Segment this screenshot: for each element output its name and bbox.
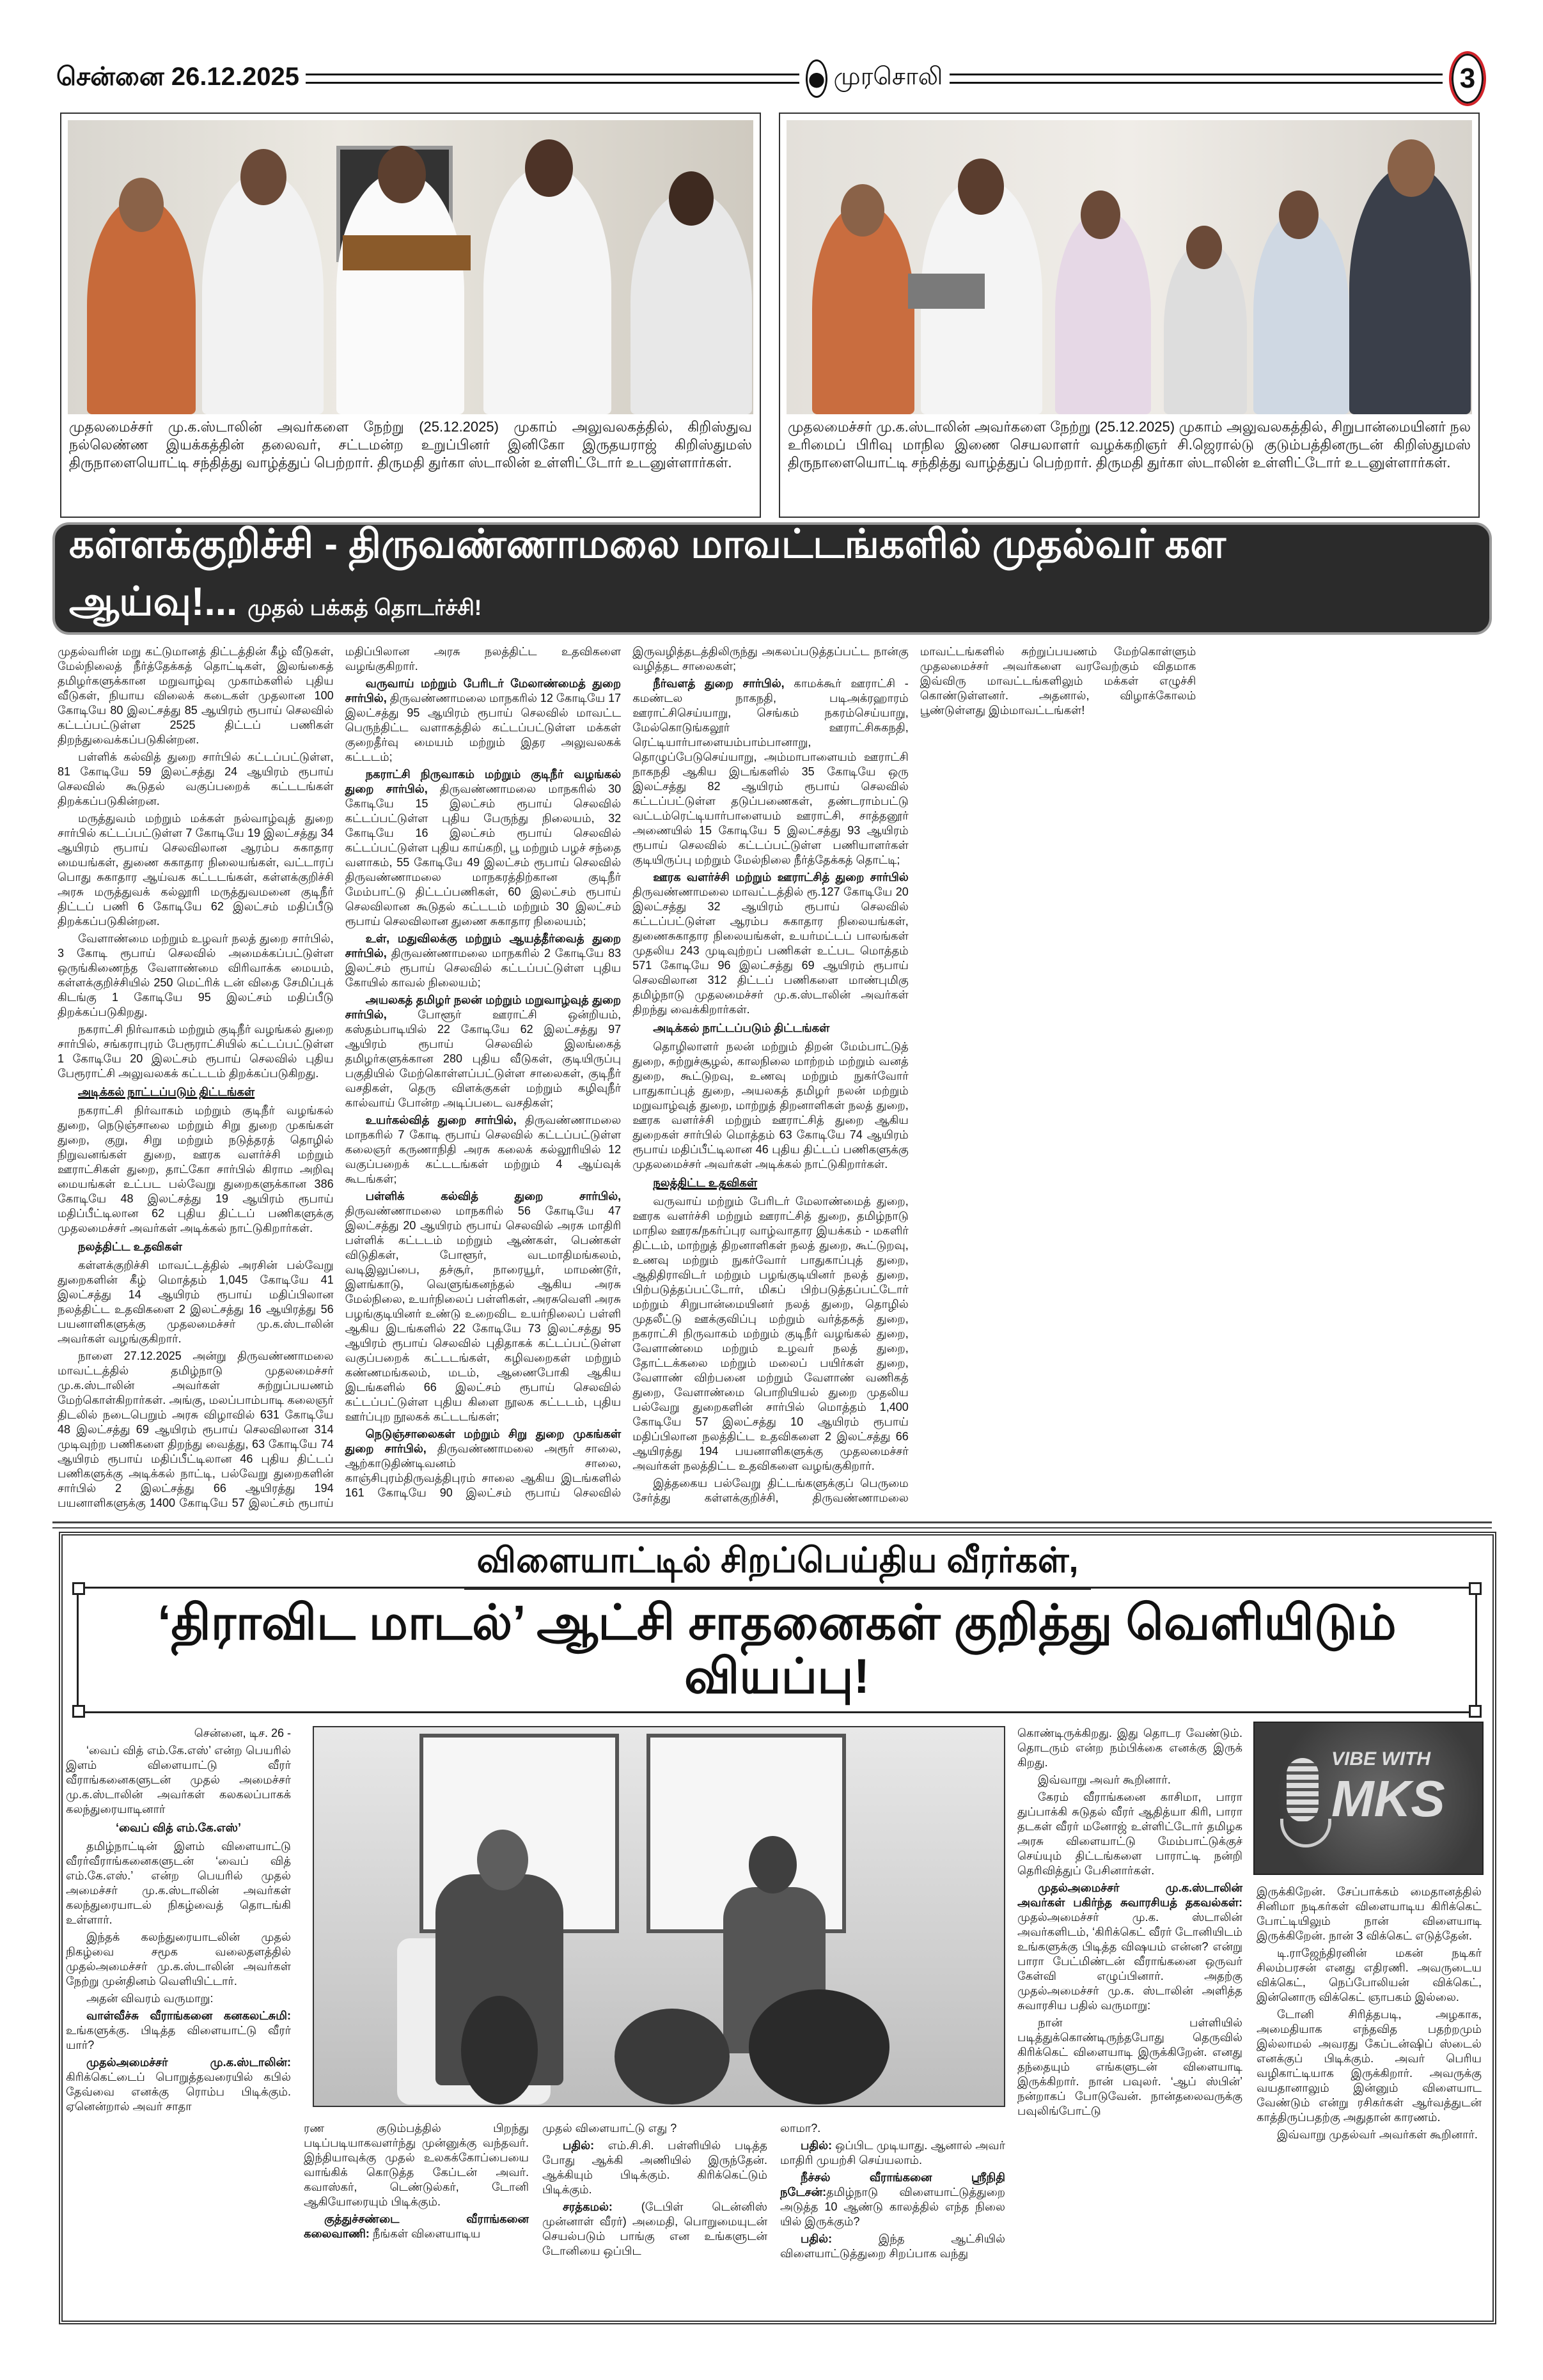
paragraph xyxy=(304,2121,529,2209)
page-dateline: சென்னை 26.12.2025 xyxy=(56,63,300,91)
paragraph xyxy=(542,2200,767,2259)
subheading: நலத்திட்ட உதவிகள் xyxy=(78,1240,182,1253)
photo-caption-2: முதலமைச்சர் மு.க.ஸ்டாலின் அவர்களை நேற்று (25.12.2025) முகாம் அலுவலகத்தில், சிறுபான்மையினர் நல உரிமைப் பிரிவு மாநில இணை செயலாளர் வழக்கறிஞர் சி.ஜெரால்டு குடும்பத்தினருடன் கிறிஸ்துமஸ் திருநாளையொட்டி சந்தித்து வாழ்த்துப் பெற்றார். திருமதி துர்கா ஸ்டாலின் உள்ளிட்டோர் உடனுள்ளார்கள். xyxy=(788,419,1471,471)
paragraph xyxy=(632,870,909,1017)
dateline: சென்னை, டிச. 26 - xyxy=(194,1727,291,1739)
paragraph xyxy=(58,1022,334,1081)
vibe-logo-text xyxy=(1331,1748,1445,1828)
page-number-badge: 3 xyxy=(1449,51,1486,106)
paragraph-text: போளூர் ஊராட்சி ஒன்றியம், கஸ்தம்பாடியில் 22 கோடியே 62 இலட்சத்து 97 ஆயிரம் ரூபாய் செலவில் இலங்கைத் தமிழர்களுக்கான 280 புதிய வீடுகள், குடியிருப்பு பகுதியில் மேற்கொள்ளப்பட்டுள்ள சாலைகள், குடிநீர் வசதிகள், தெரு விளக்குகள் மற்றும் கழிவுநீர் கால்வாய் போன்ற அடிப்படை வசதிகள்; xyxy=(345,1008,622,1109)
paragraph xyxy=(66,1839,291,1927)
photo-caption-1: முதலமைச்சர் மு.க.ஸ்டாலின் அவர்களை நேற்று (25.12.2025) முகாம் அலுவலகத்தில், கிறிஸ்துவ நல்லெண்ண இயக்கத்தின் தலைவர், சட்டமன்ற உறுப்பினர் இனிகோ இருதயராஜ் கிறிஸ்துமஸ் திருநாளையொட்டி சந்தித்து வாழ்த்துப் பெற்றார். திருமதி துர்கா ஸ்டாலின் உள்ளிட்டோர் உடனுள்ளார்கள். xyxy=(69,419,752,471)
paragraph-text: டோனி சிரித்தபடி, அழகாக, அமைதியாக எந்தவித பதற்றமும் இல்லாமல் அவரது கேப்டன்ஷிப் ஸ்டைல் எனக்குப் பிடிக்கும். அவர் பெரிய வழிகாட்டியாக இருக்கிறார். அவருக்கு வயதானாலும் இன்னும் விளையாட வேண்டும் என்று ரசிகர்கள் ஆர்வத்துடன் காத்திருப்பதற்கு அதுதான் காரணம். xyxy=(1257,2008,1482,2124)
article2-column-3 xyxy=(542,2121,767,2261)
vibe-logo-line1: VIBE WITH xyxy=(1331,1748,1430,1769)
paragraph-text: நகராட்சி நிர்வாகம் மற்றும் குடிநீர் வழங்கல் துறை சார்பில், சங்கராபுரம் பேரூராட்சியில் கட்டப்பட்டுள்ள 1 கோடியே 20 இலட்சம் ரூபாய் செலவில் புதிய பேரூராட்சி அலுவலகக் கட்டடம் திறக்கப்படுகிறது. xyxy=(58,1023,334,1080)
paragraph xyxy=(780,2232,1005,2261)
paragraph xyxy=(1257,1885,1482,1943)
microphone-stand-icon xyxy=(1280,1819,1331,1847)
paragraph xyxy=(780,2121,1005,2136)
paragraph-text: திருவண்ணாமலை மாநகரில் 30 கோடியே 15 இலட்சம் ரூபாய் செலவில் கட்டப்பட்டுள்ள புதிய பேருந்து நிலையம், 32 கோடியே 16 இலட்சம் ரூபாய் செலவில் கட்டப்பட்டுள்ள புதிய காய்கறி, பூ மற்றும் பழச் சந்தை வளாகம், 55 கோடியே 49 இலட்சம் ரூபாய் செலவில் திருவண்ணாமலை மாநகரத்திற்கான குடிநீர் மேம்பாட்டு திட்டப்பணிகள், 60 இலட்சம் ரூபாய் செலவிலான கூடுதல் கட்டடம் மற்றும் 30 இலட்சம் ரூபாய் செலவிலான துணை சுகாதார நிலையம்; xyxy=(345,782,622,928)
paragraph-lead: பதில்: xyxy=(801,2232,833,2245)
paragraph-text: (டேபிள் டென்னிஸ் முன்னாள் வீரர்) அமைதி, பொறுமையுடன் செயல்படும் பாங்கு என உங்களுடன் டோனியை ஒப்பிட xyxy=(542,2200,767,2257)
photo-cm-interaction xyxy=(313,1726,1005,2107)
paragraph-text: முதல் விளையாட்டு எது ? xyxy=(542,2122,677,2135)
paragraph xyxy=(1017,1881,1242,2013)
paragraph-lead: முதல்அமைச்சர் மு.க.ஸ்டாலின் அவர்கள் பகிர்ந்த சுவாரசியத் தகவல்கள்: xyxy=(1017,1881,1242,1909)
paragraph xyxy=(66,2055,291,2114)
paragraph xyxy=(58,1258,334,1346)
paragraph-text: ஒப்பிட முடியாது. ஆனால் அவர் மாதிரி முயற்சி செய்யலாம். xyxy=(780,2139,1005,2166)
frame-corner-ornament xyxy=(1469,1582,1482,1595)
paragraph-text: திருவண்ணாமலை மாவட்டத்தில் ரூ.127 கோடியே 20 இலட்சத்து 32 ஆயிரம் ரூபாய் செலவில் கட்டப்பட்டுள்ள ஆரம்ப சுகாதார நிலையங்கள், துணைசுகாதார நிலையங்கள், உயர்மட்டப் பாலங்கள் முதலிய 243 முடிவுற்றப் பணிகள் உட்பட மொத்தம் 571 கோடியே 96 இலட்சத்து 69 ஆயிரம் ரூபாய் செலவிலான 312 திட்டப் பணிகளை மாண்புமிகு தமிழ்நாடு முதலமைச்சர் மு.க.ஸ்டாலின் அவர்கள் திறந்து வைக்கிறார்கள். xyxy=(632,885,909,1016)
paper-name: முரசொலி xyxy=(833,63,943,90)
paragraph xyxy=(66,1930,291,1989)
paragraph-text: கொண்டிருக்கிறது. இது தொடர வேண்டும். தொடரும் என்ற நம்பிக்கை எனக்கு இருக் கிறது. xyxy=(1017,1727,1242,1769)
paragraph xyxy=(780,2138,1005,2168)
paragraph-lead: பள்ளிக் கல்வித் துறை சார்பில், xyxy=(365,1190,622,1202)
paragraph xyxy=(58,811,334,929)
paragraph-text: முதல்அமைச்சர் மு.க. ஸ்டாலின் அவர்களிடம், ‘கிரிக்கெட் வீரர் டோனியிடம் உங்களுக்கு பிடித்த விஷயம் என்ன? என்று பாரா பேட்மிண்டன் வீராங்கனை ஒருவர் கேள்வி எழுப்பினார். அதற்கு முதல்அமைச்சர் மு.க. ஸ்டாலின் அளித்த சுவாரசிய பதில் வருமாறு: xyxy=(1017,1911,1242,2012)
paragraph-text: பள்ளிக் கல்வித் துறை சார்பில் கட்டப்பட்டுள்ள, 81 கோடியே 59 இலட்சத்து 24 ஆயிரம் ரூபாய் செலவில் கூடுதல் வகுப்பறைக் கட்டடங்கள் திறக்கப்படுகின்றன. xyxy=(58,751,334,807)
paragraph xyxy=(780,2170,1005,2229)
paragraph-text: முதல்வரின் மறு கட்டுமானத் திட்டத்தின் கீழ் வீடுகள், மேல்நிலைத் நீர்த்தேக்கத் தொட்டிகள், இலங்கைத் தமிழர்களுக்கான மறுவாழ்வு முகாம்களில் புதிய வீடுகள், நியாய விலைக் கடைகள் முதலான 100 கோடியே 80 இலட்சத்து 85 ஆயிரம் ரூபாய் செலவில் கட்டப்பட்டுள்ள 2525 திட்டப் பணிகள் திறந்துவைக்கப்படுகின்றன. xyxy=(58,645,334,746)
photo-christmas-greeting-1 xyxy=(68,120,753,414)
paragraph-text: கள்ளக்குறிச்சி மாவட்டத்தில் அரசின் பல்வேறு துறைகளின் கீழ் மொத்தம் 1,045 கோடியே 41 இலட்சத்து 14 ஆயிரம் ரூபாய் மதிப்பிலான நலத்திட்ட உதவிகளை 2 இலட்சத்து 16 ஆயிரத்து 56 பயனாளிகளுக்கு முதலமைச்சர் மு.க.ஸ்டாலின் அவர்கள் வழங்குகிறார். xyxy=(58,1259,334,1345)
paragraph-text: திருவண்ணாமலை மாநகரில் 7 கோடி ரூபாய் செலவில் கட்டப்பட்டுள்ள கலைஞர் கருணாநிதி அரசு கலைக் கல்லூரியில் 12 வகுப்பறைக் கட்டடங்கள் மற்றும் 4 ஆய்வுக் கூடங்கள்; xyxy=(345,1114,622,1185)
paragraph-lead: பதில்: xyxy=(563,2139,595,2152)
frame-corner-ornament xyxy=(72,1582,85,1595)
header-rule-right xyxy=(950,74,1443,84)
paragraph-text: இந்த ஆட்சியில் விளையாட்டுத்துறை சிறப்பாக வந்து xyxy=(780,2232,1005,2260)
subheading: அடிக்கல் நாட்டப்படும் திட்டங்கள் xyxy=(78,1085,255,1098)
paragraph-text: தொழிலாளர் நலன் மற்றும் திறன் மேம்பாட்டுத் துறை, சுற்றுச்சூழல், காலநிலை மாற்றம் மற்றும் வனத் துறை, கூட்டுறவு, உணவு மற்றும் நுகர்வோர் பாதுகாப்புத் துறை, அயலகத் தமிழர் நலன் மற்றும் மறுவாழ்வுத் துறை, மாற்றுத் திறனாளிகள் நலத் துறை, ஊரக வளர்ச்சி மற்றும் ஊராட்சித் துறை ஆகிய துறைகள் சார்பில் மொத்தம் 63 கோடியே 74 ஆயிரம் ரூபாய் மதிப்பீட்டிலான 46 புதிய திட்டப் பணிகளுக்கு முதலமைச்சர் அவர்கள் அடிக்கல் நாட்டுகிறார்கள். xyxy=(632,1040,909,1171)
subheading: நலத்திட்ட உதவிகள் xyxy=(653,1176,758,1189)
paragraph-text: நீங்கள் விளையாடிய xyxy=(369,2227,481,2240)
paragraph xyxy=(58,931,334,1020)
article1-body xyxy=(58,644,1484,1519)
subheading: ‘வைப் வித் எம்.கே.எஸ்’ xyxy=(115,1821,242,1834)
paragraph xyxy=(1017,1773,1242,1787)
paragraph-text: லாமா?. xyxy=(780,2122,821,2135)
paragraph-text: அதன் விவரம் வருமாறு: xyxy=(86,1992,214,2005)
paragraph-text: கிரிக்கெட்டைப் பொறுத்தவரையில் கபில் தேவ்வை எனக்கு ரொம்ப பிடிக்கும். ஏனென்றால் அவர் சாதா xyxy=(66,2071,291,2113)
paragraph-text: வருவாய் மற்றும் பேரிடர் மேலாண்மைத் துறை, ஊரக வளர்ச்சி மற்றும் ஊராட்சித் துறை, தமிழ்நாடு மாநில ஊரக/நகர்ப்புர வாழ்வாதார இயக்கம் - மகளிர் திட்டம், மாற்றுத் திறனாளிகள் நலத் துறை, கூட்டுறவு, உணவு மற்றும் நுகர்வோர் பாதுகாப்புத் துறை, ஆதிதிராவிடர் மற்றும் பழங்குடியினர் நலத் துறை, பிற்படுத்தப்பட்டோர், மிகப் பிற்படுத்தப்பட்டோர் மற்றும் சிறுபான்மையினர் நலத் துறை, தொழில் முதலீட்டு ஊக்குவிப்பு மற்றும் வர்த்தகத் துறை, நகராட்சி நிருவாகம் மற்றும் குடிநீர் வழங்கல் துறை, வேளாண்மை மற்றும் உழவர் நலத் துறை, தோட்டக்கலை மற்றும் மலைப் பயிர்கள் துறை, வேளாண் விற்பனை மற்றும் வேளாண் வணிகத் துறை, வேளாண்மை பொறியியல் துறை முதலிய பல்வேறு துறைகளின் சார்பில் மொத்தம் 1,400 கோடியே 57 இலட்சத்து 10 ஆயிரம் ரூபாய் மதிப்பிலான நலத்திட்ட உதவிகளை 2 இலட்சத்து 66 ஆயிரத்து 194 பயனாளிகளுக்கு முதலமைச்சர் அவர்கள் நலத்திட்ட உதவிகளை வழங்குகிறார். xyxy=(632,1195,909,1472)
paper-logo-icon xyxy=(806,59,827,98)
paragraph-text: ‘வைப் வித் எம்.கே.எஸ்’ என்ற பெயரில் இளம் விளையாட்டு வீரர் வீராங்கனைகளுடன் முதல் அமைச்சர் மு.க.ஸ்டாலின் அவர்கள் கலகலப்பாகக் கலந்துரையாடினார் xyxy=(66,1744,291,1816)
paragraph xyxy=(632,1039,909,1172)
paragraph xyxy=(345,1189,622,1424)
paragraph-text: காமக்கூர் ஊராட்சி - கமண்டல நாகநதி, படிஅக்ரஹாரம் ஊராட்சிசெய்யாறு, செங்கம் நகரம்செய்யாறு, மேல்கொடுங்கலூர் ஊராட்சிசுகநதி, ரெட்டியார்பாளையம்பாம்பானாறு, தொழுப்பேடுசெய்யாறு, அம்மாபாளையம் ஊராட்சி நாகநதி ஆகிய இடங்களில் 35 கோடியே ஒரு இலட்சத்து 82 ஆயிரம் ரூபாய் செலவில் கட்டப்பட்டுள்ள தடுப்பணைகள், தண்டராம்பட்டு வட்டம்ரெட்டியார்பாளையம் ஊராட்சி, சாத்தனூர் அணையில் 15 கோடியே 5 இலட்சத்து 93 ஆயிரம் ரூபாய் செலவில் கட்டப்பட்டுள்ள பணியாளர்கள் குடியிருப்பு மற்றும் மேல்நிலை நீர்த்தேக்கத் தொட்டி; xyxy=(632,677,909,866)
paragraph xyxy=(632,1194,909,1474)
paragraph xyxy=(66,1991,291,2006)
paragraph-lead: வருவாய் மற்றும் பேரிடர் மேலாண்மைத் துறை சார்பில், xyxy=(345,677,622,704)
paragraph-text: திருவண்ணாமலை மாநகரில் 56 கோடியே 47 இலட்சத்து 20 ஆயிரம் ரூபாய் செலவில் அரசு மாதிரி பள்ளிக் கட்டடம் மற்றும் ஆண்கள், பெண்கள் விடுதிகள், போளூர், வடமாதிமங்கலம், வடிஇலுப்பை, தச்சூர், நாரையூர், மாமண்டூர், இளங்காடு, வெளுங்கனந்தல் ஆகிய அரசு மேல்நிலை, உயர்நிலைப் பள்ளிகள், அரசுவெளி அரசு பழங்குடியினர் உண்டு உறைவிட உயர்நிலைப் பள்ளி ஆகிய இடங்களில் 22 கோடியே 73 இலட்சத்து 95 ஆயிரம் ரூபாய் செலவில் புதிதாகக் கட்டப்பட்டுள்ள வகுப்பறைக் கட்டடங்கள், கழிவறைகள் மற்றும் கண்ணமங்கலம், மடம், ஆணைபோகி ஆகிய இடங்களில் 66 இலட்சம் ரூபாய் செலவில் கட்டப்பட்டுள்ள புதிய கிளை நூலக கட்டடம், புதிய ஊர்ப்புற நூலகக் கட்டடங்கள்; xyxy=(345,1204,622,1423)
paragraph xyxy=(58,644,334,747)
section-divider xyxy=(52,1521,1492,1528)
paragraph-lead: குத்துச்சண்டை வீராங்கனை கலைவாணி: xyxy=(304,2213,529,2240)
article2-kicker-wrap xyxy=(59,1541,1496,1590)
vibe-with-mks-logo xyxy=(1253,1722,1484,1875)
frame-corner-ornament xyxy=(72,1705,85,1718)
article2-column-4 xyxy=(780,2121,1005,2264)
paragraph-lead: நெடுஞ்சாலைகள் மற்றும் சிறு துறை முகங்கள் துறை சார்பில், xyxy=(345,1427,622,1455)
paragraph-text: மருத்துவம் மற்றும் மக்கள் நல்வாழ்வுத் துறை சார்பில் கட்டப்பட்டுள்ள 7 கோடியே 19 இலட்சத்து 34 ஆயிரம் ரூபாய் செலவிலான ஆரம்ப சுகாதார மையங்கள், துணை சுகாதார நிலையங்கள், வட்டாரப் பொது சுகாதார ஆய்வக கட்டடங்கள், கள்ளக்குறிச்சி அரசு மருத்துவக் கல்லூரி மருத்துவமனை குடிநீர் திட்டப் பணி 6 கோடியே 62 இலட்சம் மதிப்பீடு திறக்கப்படுகின்றன. xyxy=(58,812,334,928)
paragraph-lead: வாள்வீச்சு வீராங்கனை கனகலட்சுமி: xyxy=(86,2009,291,2022)
paragraph-text: நகராட்சி நிர்வாகம் மற்றும் குடிநீர் வழங்கல் துறை, நெடுஞ்சாலை மற்றும் சிறு துறை முகங்கள் துறை, குறு, சிறு மற்றும் நடுத்தரத் தொழில் நிறுவனங்கள் துறை, ஊரக வளர்ச்சி மற்றும் ஊராட்சிகள் துறை, தாட்கோ சார்பில் கிராம அறிவு மையங்கள் உட்பட பல்வேறு துறைகளுக்கான 386 கோடியே 48 இலட்சத்து 19 ஆயிரம் ரூபாய் மதிப்பீட்டிலான 62 புதிய திட்டப் பணிகளுக்கு முதலமைச்சர் அவர்கள் அடிக்கல் நாட்டுகிறார்கள். xyxy=(58,1104,334,1234)
paragraph xyxy=(66,2009,291,2053)
paragraph-lead: உள், மதுவிலக்கு மற்றும் ஆயத்தீர்வைத் துறை சார்பில், xyxy=(345,932,622,960)
paragraph-lead: நகராட்சி நிருவாகம் மற்றும் குடிநீர் வழங்கல் துறை சார்பில், xyxy=(345,768,622,795)
paragraph-text: எம்.சி.சி. பள்ளியில் படித்த போது ஆக்கி அணியில் இருந்தேன். ஆக்கியும் பிடிக்கும். கிரிக்கெட்டும் பிடிக்கும். xyxy=(542,2139,767,2196)
paragraph-text: வேளாண்மை மற்றும் உழவர் நலத் துறை சார்பில், 3 கோடி ரூபாய் செலவில் அமைக்கப்பட்டுள்ள ஒருங்கிணைந்த வேளாண்மை விரிவாக்க மையம், கள்ளக்குறிச்சியில் 250 மெட்ரிக் டன் விதை சேமிப்புக் கிடங்கு 1 கோடியே 95 இலட்சம் மதிப்பீடு திறக்கப்படுகிறது. xyxy=(58,932,334,1018)
paragraph-text: திருவண்ணாமலை மாநகரில் 2 கோடியே 83 இலட்சம் ரூபாய் செலவில் கட்டப்பட்டுள்ள புதிய கோயில் காவல் நிலையம்; xyxy=(345,947,622,989)
paragraph-lead: ஊரக வளர்ச்சி மற்றும் ஊராட்சித் துறை சார்பில் xyxy=(653,871,909,883)
paragraph-lead: நீச்சல் வீராங்கனை ஸ்ரீநிதி நடேசன்: xyxy=(780,2171,1005,2198)
paragraph xyxy=(345,676,622,765)
paragraph-text: தமிழ்நாட்டின் இளம் விளையாட்டு வீரர்வீராங்கனைகளுடன் ‘வைப் வித் எம்.கே.எஸ்.’ என்ற பெயரில் முதல் அமைச்சர் மு.க.ஸ்டாலின் அவர்கள் கலந்துரையாடல் நிகழ்வைத் தொடங்கி உள்ளார். xyxy=(66,1840,291,1926)
paragraph-text: இந்தக் கலந்துரையாடலின் முதல் நிகழ்வை சமூக வலைதளத்தில் முதல்அமைச்சர் மு.க.ஸ்டாலின் அவர்கள் நேற்று முன்தினம் வெளியிட்டார். xyxy=(66,1931,291,1987)
headline-band xyxy=(52,522,1492,635)
paragraph-text: திருவண்ணாமலை அரூர் சாலை, ஆற்காடுதிண்டிவனம் சாலை, காஞ்சிபுரம்திருவத்திபுரம் சாலை ஆகிய இடங்களில் 161 கோடியே 90 இலட்சம் ரூபாய் செலவில் இருவழித்தடத்திலிருந்து அகலப்படுத்தப்பட்ட நான்கு வழித்தட சாலைகள்; xyxy=(345,645,909,1499)
paragraph-text: இத்தகைய பல்வேறு திட்டங்களுக்குப் பெருமை சேர்த்து கள்ளக்குறிச்சி, திருவண்ணாமலை மாவட்டங்களில் சுற்றுப்பயணம் மேற்கொள்ளும் முதலமைச்சர் அவர்களை வரவேற்கும் விதமாக இவ்விரு மாவட்டங்களிலும் மக்கள் எழுச்சி கொண்டுள்ளனர். அதனால், விழாக்கோலம் பூண்டுள்ளது இம்மாவட்டங்கள்! xyxy=(632,645,1196,1504)
paragraph xyxy=(58,1103,334,1236)
header-rule-left xyxy=(306,74,799,84)
paragraph xyxy=(345,931,622,990)
vibe-logo-line2: MKS xyxy=(1331,1770,1445,1827)
paragraph-text: இவ்வாறு முதல்வர் அவர்கள் கூறினார். xyxy=(1277,2128,1478,2141)
subheading: அடிக்கல் நாட்டப்படும் திட்டங்கள் xyxy=(653,1022,830,1034)
photo-story-1 xyxy=(60,113,761,518)
paragraph xyxy=(1257,2007,1482,2125)
paragraph-text: இருக்கிறேன். சேப்பாக்கம் மைதானத்தில் சினிமா நடிகர்கள் விளையாடிய கிரிக்கெட் போட்டியிலும் நான் விளையாடி இருக்கிறேன். நான் 3 விக்கெட் எடுத்தேன். xyxy=(1257,1885,1482,1942)
paragraph xyxy=(345,993,622,1110)
article1-headline: கள்ளக்குறிச்சி - திருவண்ணாமலை மாவட்டங்களில் முதல்வர் கள ஆய்வு!... xyxy=(69,522,1226,624)
page-header xyxy=(56,50,1486,107)
paragraph xyxy=(542,2138,767,2197)
paragraph-lead: சரத்கமல்: xyxy=(563,2200,613,2213)
headline-band-text xyxy=(69,521,1475,636)
paragraph xyxy=(304,2212,529,2241)
paragraph xyxy=(1017,1790,1242,1878)
frame-corner-ornament xyxy=(1469,1705,1482,1718)
paragraph xyxy=(345,1113,622,1186)
paragraph-text: டி.ராஜேந்திரனின் மகன் நடிகர் சிலம்பரசன் எனது எதிரணி. அவருடைய விக்கெட், நெப்போலியன் விக்கெட், இன்னொரு விக்கெட் ஞாபகம் இல்லை. xyxy=(1257,1947,1482,2003)
article2-column-2 xyxy=(304,2121,529,2244)
paragraph xyxy=(58,750,334,809)
paragraph-text: கேரம் வீராங்கனை காசிமா, பாரா துப்பாக்கி சுடுதல் வீரர் ஆதித்யா கிரி, பாரா தடகள் வீரர் மனோஜ் உள்ளிட்டோர் தமிழக அரசு விளையாட்டு மேம்பாட்டுக்குச் செய்யும் திட்டங்களை பாராட்டி நன்றி தெரிவித்துப் பேசினார்கள். xyxy=(1017,1791,1242,1877)
photo-story-2 xyxy=(779,113,1480,518)
paragraph xyxy=(632,676,909,867)
paragraph-lead: முதல்அமைச்சர் மு.க.ஸ்டாலின்: xyxy=(86,2056,291,2069)
microphone-icon xyxy=(1287,1758,1319,1822)
paragraph-text: உங்களுக்கு. பிடித்த விளையாட்டு வீரர் யார்? xyxy=(66,2024,291,2051)
paragraph-text: இவ்வாறு அவர் கூறினார். xyxy=(1038,1773,1171,1786)
article2-kicker: விளையாட்டில் சிறப்பெய்திய வீரர்கள், xyxy=(464,1541,1092,1590)
paragraph-text: நான் பள்ளியில் படித்துக்கொண்டிருந்தபோது தெருவில் கிரிக்கெட் விளையாடி இருக்கிறேன். எனது தந்தையும் எங்களுடன் விளையாடி இருக்கிறார். நான் பவுலர். ‘ஆப் ஸ்பின்’ நன்றாகப் போடுவேன். நான்தலைவருக்கு பவுலிங்போட்டு xyxy=(1017,2016,1242,2117)
paragraph-text: தமிழ்நாடு விளையாட்டுத்துறை அடுத்த 10 ஆண்டு காலத்தில் எந்த நிலை யில் இருக்கும்? xyxy=(780,2186,1005,2228)
article2-headline: ‘திராவிட மாடல்’ ஆட்சி சாதனைகள் குறித்து வெளியிடும் வியப்பு! xyxy=(157,1596,1397,1704)
paragraph-lead: பதில்: xyxy=(801,2139,833,2152)
paragraph-lead: நீர்வளத் துறை சார்பில், xyxy=(653,677,785,690)
paragraph xyxy=(1017,1726,1242,1770)
continuation-label: முதல் பக்கத் தொடர்ச்சி! xyxy=(247,596,482,620)
paragraph-lead: உயர்கல்வித் துறை சார்பில், xyxy=(365,1114,517,1126)
paragraph xyxy=(345,767,622,929)
paragraph-text: திருவண்ணாமலை மாநகரில் 12 கோடியே 17 இலட்சத்து 95 ஆயிரம் ரூபாய் செலவில் மாவட்ட பெருந்திட்ட வளாகத்தில் கட்டப்பட்டுள்ள மக்கள் குறைதீர்வு மையம் மற்றும் இதர அலுவலகக் கட்டடம்; xyxy=(345,692,622,763)
paragraph-text: நாளை 27.12.2025 அன்று திருவண்ணாமலை மாவட்டத்தில் தமிழ்நாடு முதலமைச்சர் மு.க.ஸ்டாலின் அவர்கள் சுற்றுப்பயணம் மேற்கொள்கிறார்கள். அங்கு, மலப்பாம்பாடி கலைஞர் திடலில் நடைபெறும் அரசு விழாவில் 631 கோடியே 48 இலட்சத்து 69 ஆயிரம் ரூபாய் செலவிலான 314 முடிவுற்ற பணிகளை திறந்து வைத்து, 63 கோடியே 74 ஆயிரம் ரூபாய் மதிப்பீட்டிலான 46 புதிய திட்டப் பணிகளுக்கு அடிக்கல் நாட்டி, பல்வேறு துறைகளின் சார்பில் 2 இலட்சத்து 66 ஆயிரத்து 194 பயனாளிகளுக்கு 1400 கோடியே 57 இலட்சம் ரூபாய் மதிப்பிலான அரசு நலத்திட்ட உதவிகளை வழங்குகிறார். xyxy=(58,645,622,1509)
paragraph-lead: அயலகத் தமிழர் நலன் மற்றும் மறுவாழ்வுத் துறை சார்பில், xyxy=(345,993,622,1021)
paragraph xyxy=(1017,2016,1242,2119)
article2-column-5 xyxy=(1017,1726,1242,2121)
article2-column-1 xyxy=(66,1726,291,2117)
article2-column-6 xyxy=(1257,1885,1482,2145)
paragraph xyxy=(542,2121,767,2136)
paragraph xyxy=(1257,1946,1482,2005)
paragraph xyxy=(1257,2127,1482,2142)
paragraph xyxy=(66,1743,291,1817)
paragraph-text: ரண குடும்பத்தில் பிறந்து படிப்படியாகவளர்ந்து முன்னுக்கு வந்தவர். இந்தியாவுக்கு முதல் உலகக்கோப்பையை வாங்கிக் கொடுத்த கேப்டன் அவர். கவாஸ்கர், டெண்டுல்கர், டோனி ஆகியோரையும் பிடிக்கும். xyxy=(304,2122,529,2208)
photo-christmas-greeting-2 xyxy=(787,120,1472,414)
